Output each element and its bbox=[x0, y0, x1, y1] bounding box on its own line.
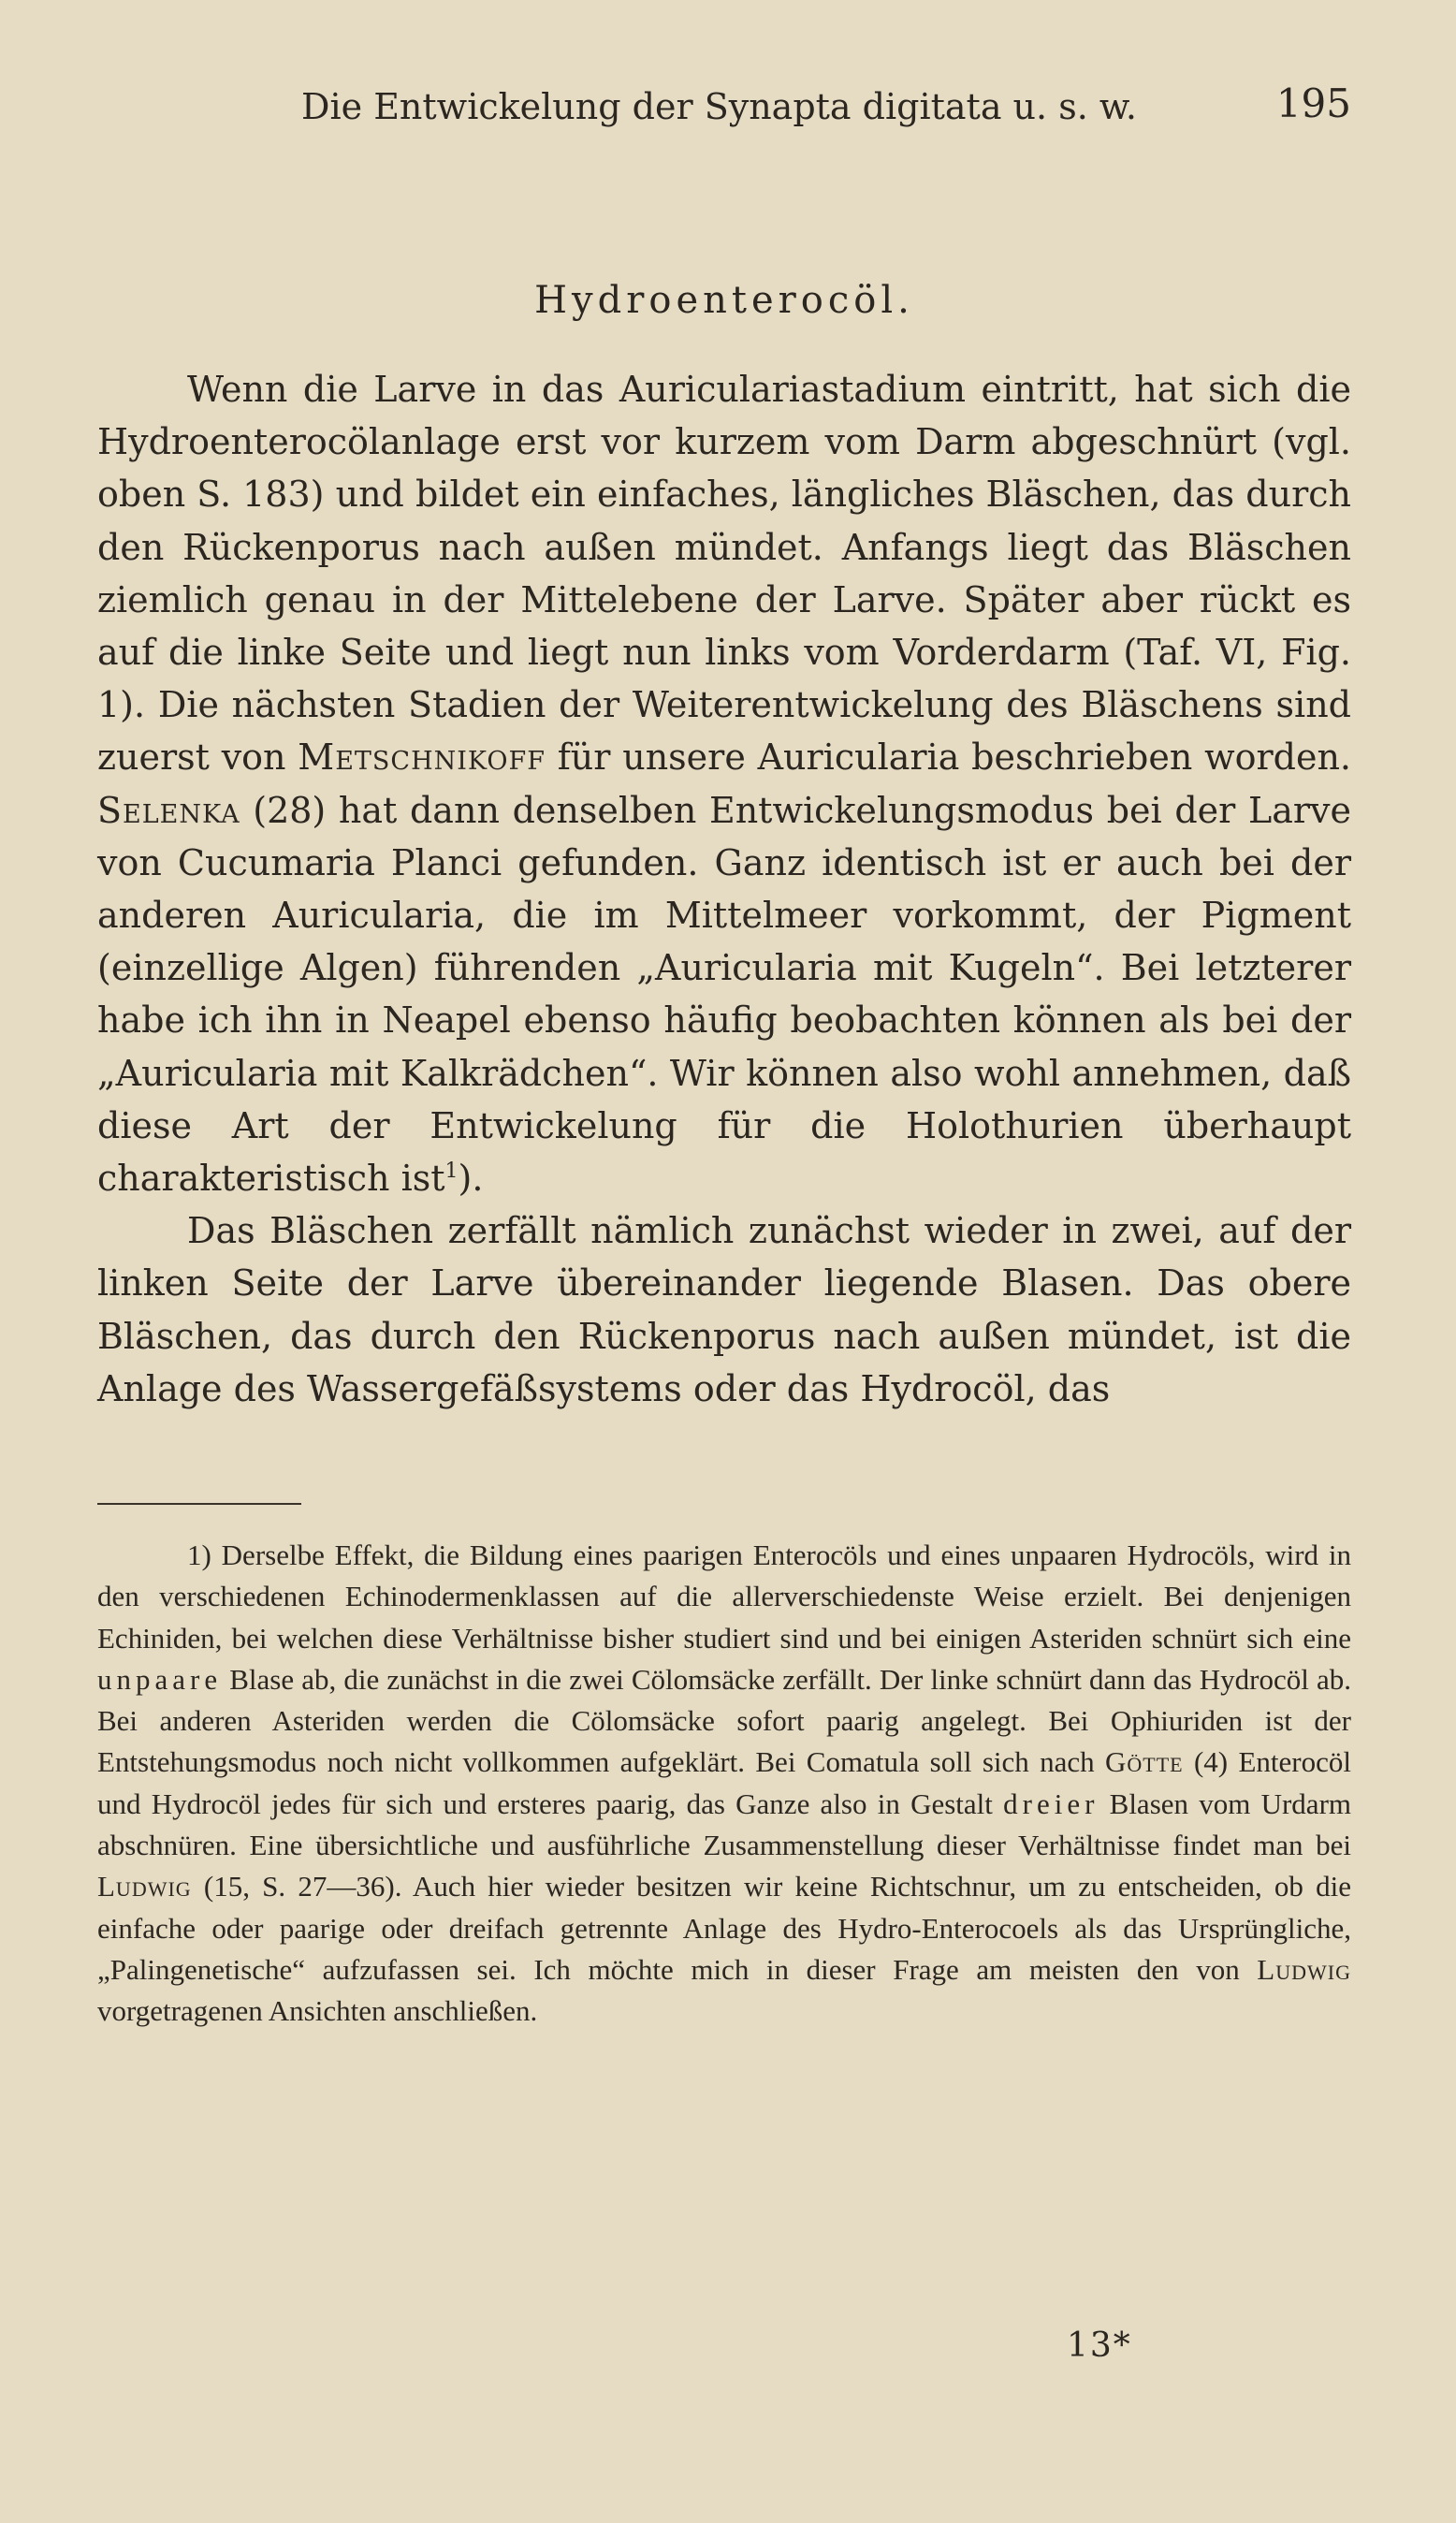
text-run: für unsere Auricularia beschrieben worden. bbox=[545, 736, 1352, 779]
footnote-rule bbox=[97, 1503, 301, 1505]
text-run: (15, S. 27—36). Auch hier wieder besitzen wir keine Richtschnur, um zu entscheiden, ob die einfache oder paarige oder dreifach getrennte Anlage des Hydro-Enterocoels als das Ursprüngliche, „Palingenetische“ aufzufassen sei. Ich möchte mich in dieser Frage am meisten den von bbox=[97, 1870, 1351, 1986]
page-number: 195 bbox=[1275, 80, 1351, 126]
emphasis: dreier bbox=[1003, 1787, 1099, 1820]
author-name: Selenka bbox=[97, 789, 240, 831]
text-run: vorgetragenen Ansichten anschließen. bbox=[97, 1994, 538, 2028]
paragraph bbox=[97, 363, 1351, 1204]
author-name: Ludwig bbox=[97, 1870, 192, 1903]
running-title: Die Entwickelung der Synapta digitata u. s. w. bbox=[301, 86, 1137, 127]
running-head bbox=[97, 80, 1351, 133]
footnote-paragraph bbox=[97, 1535, 1351, 2033]
author-name: Metschnikoff bbox=[298, 736, 546, 779]
text-run: ). bbox=[458, 1158, 484, 1200]
body-text bbox=[97, 363, 1351, 1415]
text-run: (4) Enterocöl und Hydrocöl jedes für sich und ersteres paarig, das Ganze also in Gestalt bbox=[97, 1745, 1351, 1820]
text-run: Blasen vom Urdarm abschnüren. Eine übersichtliche und ausführliche Zusammenstellung dieser Verhältnisse findet man bei bbox=[97, 1787, 1351, 1862]
text-run: (28) hat dann denselben Entwickelungsmodus bei der Larve von Cucumaria Planci gefunden. Ganz identisch ist er auch bei der anderen Auricularia, die im Mittelmeer vorkommt, der Pigment (einzellige Algen) führenden „Auricularia mit Kugeln“. Bei letzterer habe ich ihn in Neapel ebenso häufig beobachten können als bei der „Auricularia mit Kalkrädchen“. Wir können also wohl annehmen, daß diese Art der Entwickelung für die Holothurien überhaupt charakteristisch ist bbox=[97, 789, 1351, 1200]
text-run: Wenn die Larve in das Auriculariastadium eintritt, hat sich die Hydroenterocölanlage erst vor kurzem vom Darm abgeschnürt (vgl. oben S. 183) und bildet ein einfaches, längliches Bläschen, das durch den Rückenporus nach außen mündet. Anfangs liegt das Bläschen ziemlich genau in der Mittelebene der Larve. Später aber rückt es auf die linke Seite und liegt nun links vom Vorderdarm (Taf. VI, Fig. 1). Die nächsten Stadien der Weiterentwickelung des Bläschens sind zuerst von bbox=[97, 369, 1351, 779]
text-run: Blase ab, die zunächst in die zwei Cölomsäcke zerfällt. Der linke schnürt dann das Hydrocöl ab. Bei anderen Asteriden werden die Cölomsäcke sofort paarig angelegt. Bei Ophiuriden ist der Entstehungsmodus noch nicht vollkommen aufgeklärt. Bei Comatula soll sich nach bbox=[97, 1662, 1351, 1779]
author-name: Götte bbox=[1105, 1745, 1184, 1779]
emphasis: unpaare bbox=[97, 1662, 223, 1696]
text-run: 1) Derselbe Effekt, die Bildung eines paarigen Enterocöls und eines unpaaren Hydrocöls, wird in den verschiedenen Echinodermenklassen auf die allerverschiedenste Weise erzielt. Bei denjenigen Echiniden, bei welchen diese Verhältnisse bisher studiert sind und bei einigen Asteriden schnürt sich eine bbox=[97, 1539, 1351, 1655]
author-name: Ludwig bbox=[1257, 1952, 1351, 1986]
footnote-reference: 1 bbox=[444, 1159, 459, 1184]
footnote bbox=[97, 1535, 1351, 2033]
section-heading: Hydroenterocöl. bbox=[534, 279, 914, 322]
signature-mark: 13* bbox=[1067, 2326, 1132, 2365]
paragraph: Das Bläschen zerfällt nämlich zunächst wieder in zwei, auf der linken Seite der Larve übereinander liegende Blasen. Das obere Bläschen, das durch den Rückenporus nach außen mündet, ist die Anlage des Wassergefäßsystems oder das Hydrocöl, das bbox=[97, 1210, 1351, 1409]
